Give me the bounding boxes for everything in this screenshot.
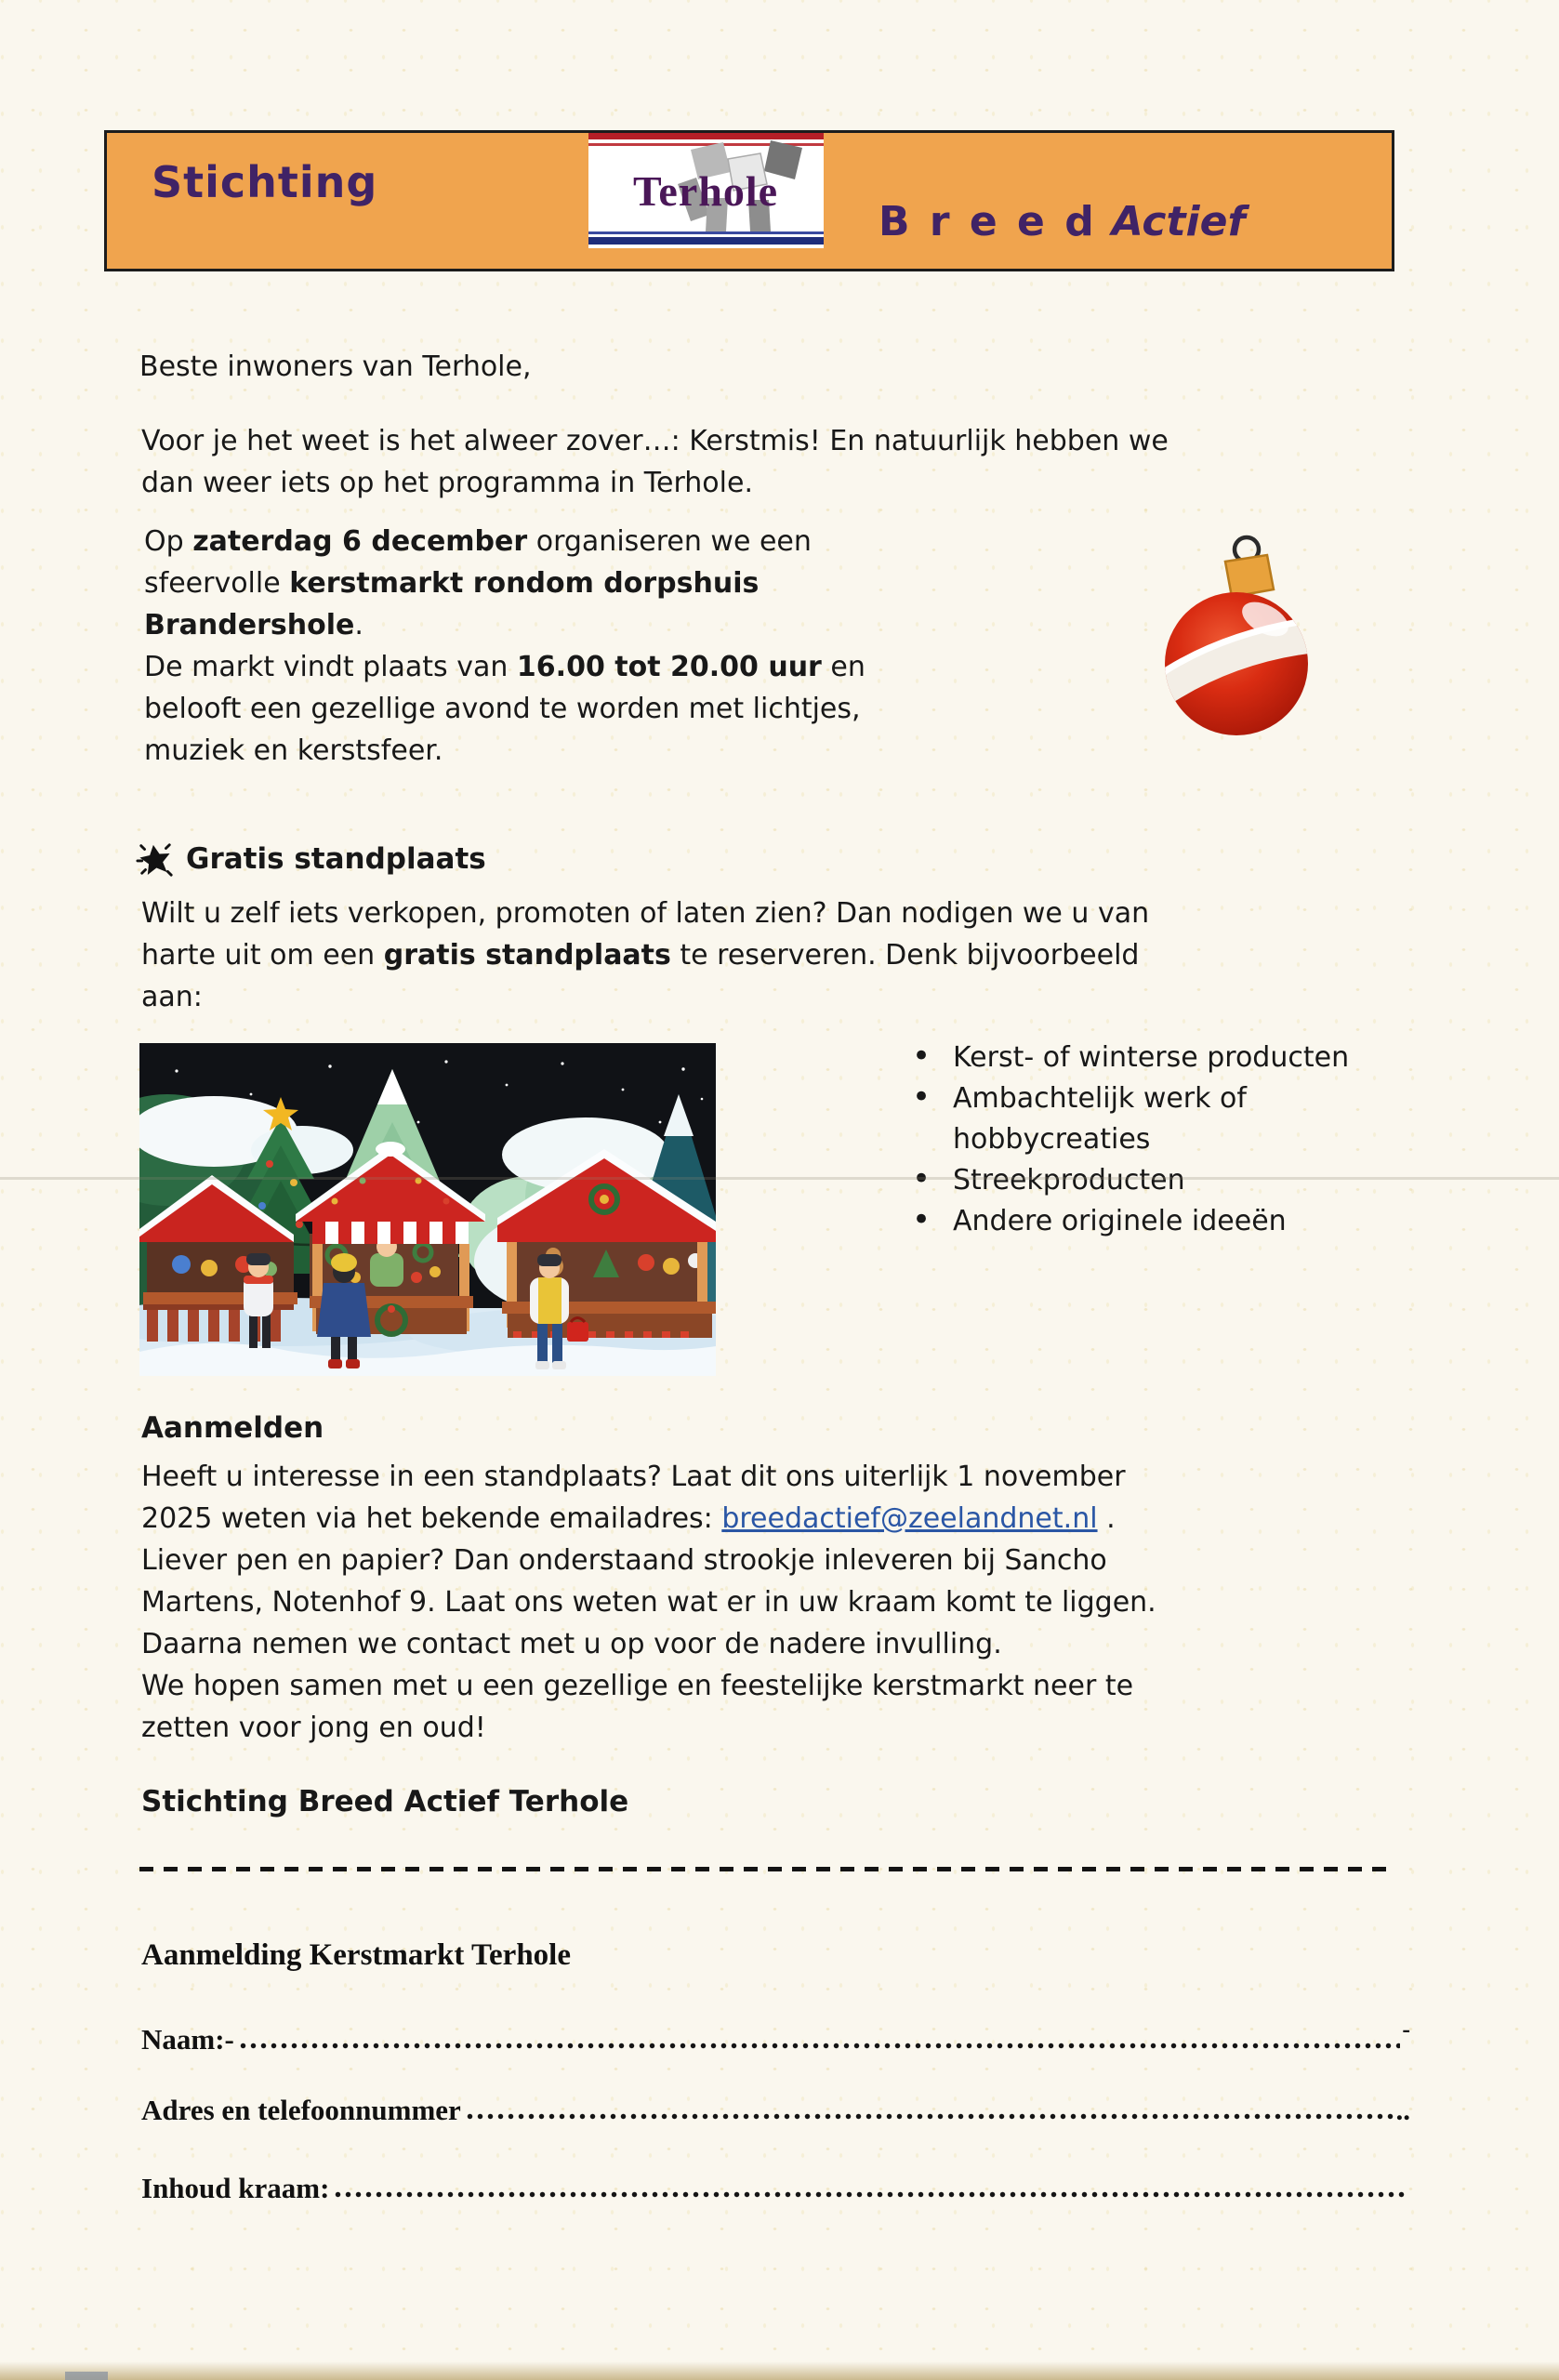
list-item <box>906 1078 1427 1160</box>
field-label-adres: Adres en telefoonnummer <box>141 2094 461 2126</box>
salutation: Beste inwoners van Terhole, <box>139 350 532 383</box>
intro-paragraph <box>141 420 1169 504</box>
email-link[interactable]: breedactief@zeelandnet.nl <box>721 1502 1098 1535</box>
list-item <box>906 1038 1427 1078</box>
text-line: Liever pen en papier? Dan onderstaand strookje inleveren bij Sancho <box>141 1544 1107 1577</box>
aanmelden-heading: Aanmelden <box>141 1411 324 1445</box>
list-item-line: • Streekproducten <box>953 1164 1185 1197</box>
text-line: Martens, Notenhof 9. Laat ons weten wat er in uw kraam komt te liggen. <box>141 1586 1156 1619</box>
scan-edge-mark <box>65 2372 108 2380</box>
text-line: dan weer iets op het programma in Terhole. <box>141 467 753 499</box>
header-banner <box>104 130 1394 271</box>
list-item <box>906 1160 1427 1201</box>
logo-text: Terhole <box>632 167 779 215</box>
text-line: harte uit om een gratis standplaats te reserveren. Denk bijvoorbeeld <box>141 939 1140 972</box>
text-line: We hopen samen met u een gezellige en feestelijke kerstmarkt neer te <box>141 1670 1134 1702</box>
text-line: muziek en kerstsfeer. <box>144 734 443 767</box>
text-line: 2025 weten via het bekende emailadres: breedactief@zeelandnet.nl . <box>141 1502 1116 1535</box>
text-line: Wilt u zelf iets verkopen, promoten of laten zien? Dan nodigen we u van <box>141 897 1150 930</box>
dotted-leader <box>465 2112 1394 2121</box>
event-paragraph <box>144 521 865 772</box>
text-line: belooft een gezellige avond te worden met lichtjes, <box>144 693 861 725</box>
text-line: sfeervolle kerstmarkt rondom dorpshuis <box>144 567 760 600</box>
sparkle-star-icon <box>136 840 175 879</box>
brand-name <box>879 198 1246 245</box>
form-field-inhoud <box>141 2172 1410 2205</box>
bullet-list <box>906 1038 1427 1242</box>
fold-crease <box>0 1177 1559 1180</box>
text-line: Op zaterdag 6 december organiseren we een <box>144 525 812 558</box>
aanmelden-paragraph <box>141 1456 1156 1749</box>
text-line: aan: <box>141 981 203 1013</box>
form-title: Aanmelding Kerstmarkt Terhole <box>141 1938 571 1972</box>
list-item-line: hobbycreaties <box>953 1123 1151 1156</box>
text-line: De markt vindt plaats van 16.00 tot 20.00 uur en <box>144 651 865 683</box>
field-label-inhoud: Inhoud kraam: <box>141 2172 330 2204</box>
dotted-leader <box>333 2190 1408 2199</box>
list-item-line: • Ambachtelijk werk of <box>953 1082 1247 1115</box>
text-line: Voor je het weet is het alweer zover…: Kerstmis! En natuurlijk hebben we <box>141 425 1169 457</box>
terhole-logo <box>588 133 824 248</box>
market-graphic <box>139 1043 716 1376</box>
signature: Stichting Breed Actief Terhole <box>141 1785 629 1818</box>
text-line: Heeft u interesse in een standplaats? Laat dit ons uiterlijk 1 november <box>141 1461 1126 1493</box>
cut-line <box>139 1867 1393 1871</box>
brand-actief: Actief <box>1111 198 1246 245</box>
bauble-cap <box>1225 555 1274 597</box>
christmas-bauble-illustration <box>1155 522 1317 749</box>
list-item-line: • Andere originele ideeën <box>953 1205 1287 1237</box>
field-suffix-adres: .. <box>1395 2094 1410 2126</box>
standplaats-heading <box>136 840 486 879</box>
standplaats-paragraph <box>141 892 1149 1018</box>
org-name: Stichting <box>152 157 378 207</box>
field-label-naam: Naam:- <box>141 2023 234 2056</box>
list-item <box>906 1201 1427 1242</box>
dotted-leader <box>238 2042 1400 2050</box>
christmas-market-illustration <box>139 1043 716 1380</box>
field-suffix-naam: - <box>1402 2016 1410 2043</box>
standplaats-title: Gratis standplaats <box>186 842 486 876</box>
text-line: Brandershole. <box>144 609 363 641</box>
form-field-adres <box>141 2094 1410 2127</box>
bauble-graphic <box>1155 522 1317 746</box>
form-field-naam <box>141 2016 1410 2056</box>
terhole-logo-graphic <box>588 133 824 248</box>
scan-edge-band <box>0 2361 1559 2380</box>
text-line: zetten voor jong en oud! <box>141 1712 486 1744</box>
text-line: Daarna nemen we contact met u op voor de nadere invulling. <box>141 1628 1002 1660</box>
list-item-line: • Kerst- of winterse producten <box>953 1041 1350 1074</box>
brand-breed: B r e e d <box>879 198 1097 245</box>
